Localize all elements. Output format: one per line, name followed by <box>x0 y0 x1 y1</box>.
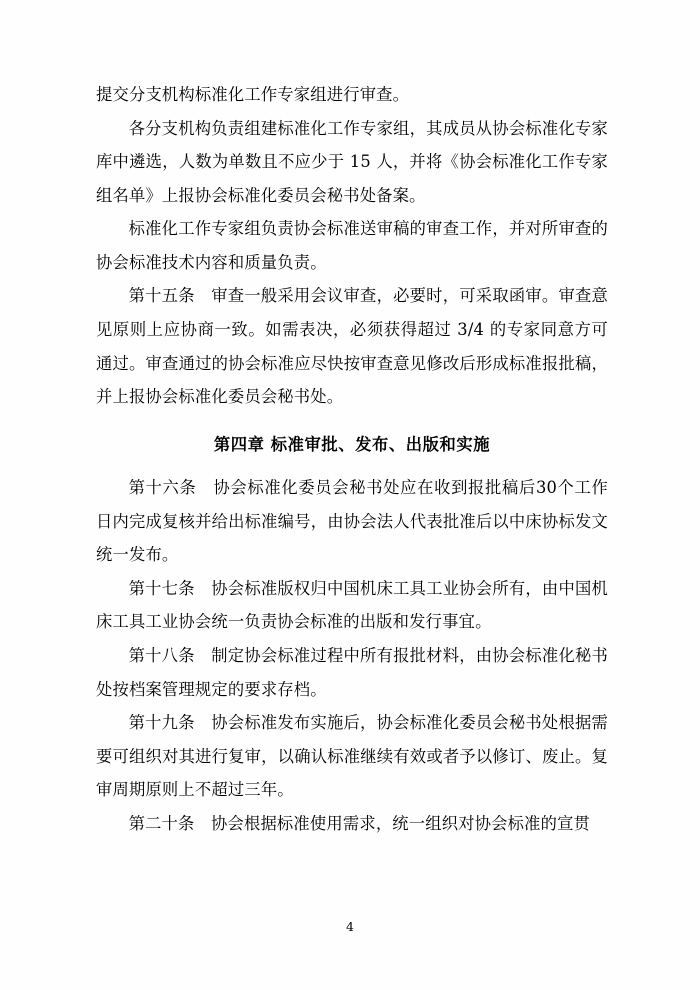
paragraph-article-15: 第十五条 审查一般采用会议审查，必要时，可采取函审。审查意见原则上应协商一致。如需表决，必须获得超过 3/4 的专家同意方可通过。审查通过的协会标准应尽快按审查意见修改后形成标准报批稿，并上报协会标准化委员会秘书处。 <box>96 286 608 407</box>
paragraph-article-20: 第二十条 协会根据标准使用需求，统一组织对协会标准的宣贯 <box>128 813 591 833</box>
paragraph-article-19: 第十九条 协会标准发布实施后，协会标准化委员会秘书处根据需要可组织对其进行复审，以确认标准继续有效或者予以修订、废止。复审周期原则上不超过三年。 <box>96 713 608 800</box>
document-body <box>96 78 608 840</box>
paragraph: 提交分支机构标准化工作专家组进行审查。 <box>96 85 410 104</box>
paragraph: 标准化工作专家组负责协会标准送审稿的审查工作，并对所审查的协会标准技术内容和质量负责。 <box>96 219 608 272</box>
paragraph-article-18: 第十八条 制定协会标准过程中所有报批材料，由协会标准化秘书处按档案管理规定的要求存档。 <box>96 646 608 699</box>
section-heading-chapter-4: 第四章 标准审批、发布、出版和实施 <box>213 434 491 454</box>
page-number: 4 <box>346 919 354 934</box>
paragraph-article-16: 第十六条 协会标准化委员会秘书处应在收到报批稿后30个工作日内完成复核并给出标准编号，由协会法人代表批准后以中床协标发文统一发布。 <box>96 478 608 565</box>
paragraph-article-17: 第十七条 协会标准版权归中国机床工具工业协会所有，由中国机床工具工业协会统一负责协会标准的出版和发行事宜。 <box>96 578 608 632</box>
paragraph: 各分支机构负责组建标准化工作专家组，其成员从协会标准化专家库中遴选，人数为单数且不应少于 15 人，并将《协会标准化工作专家组名单》上报协会标准化委员会秘书处备案。 <box>96 118 608 205</box>
